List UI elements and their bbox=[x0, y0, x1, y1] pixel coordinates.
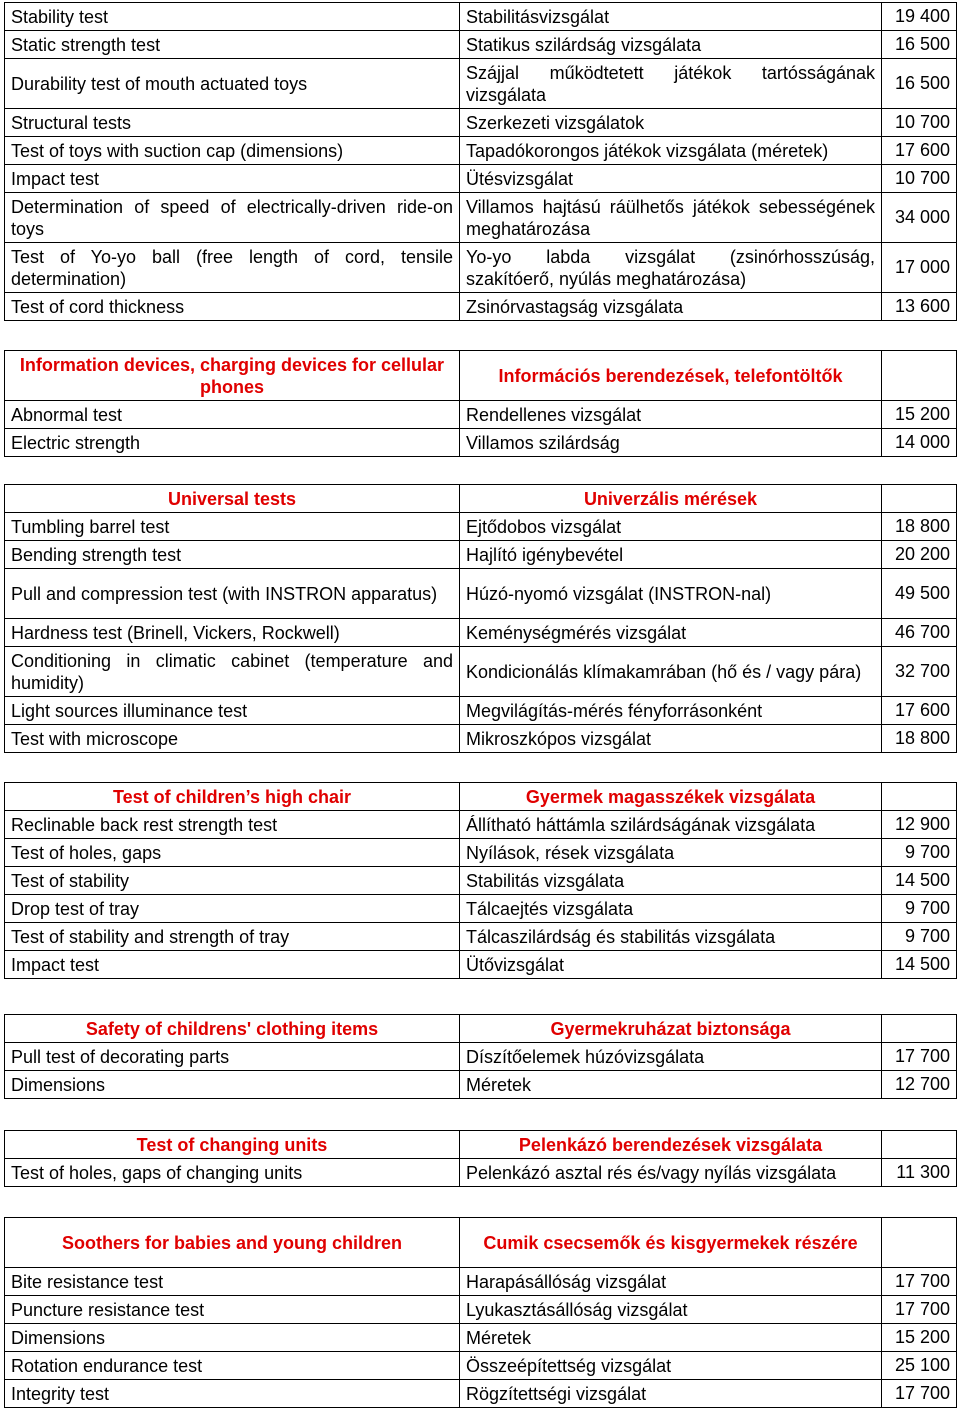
test-name-en: Durability test of mouth actuated toys bbox=[5, 59, 460, 109]
test-name-en: Test of toys with suction cap (dimensions) bbox=[5, 137, 460, 165]
test-name-en: Abnormal test bbox=[5, 401, 460, 429]
section-header-empty-cell bbox=[882, 1015, 957, 1043]
section-body bbox=[5, 485, 957, 753]
test-name-hu: Húzó-nyomó vizsgálat (INSTRON-nal) bbox=[460, 569, 882, 619]
test-name-hu: Nyílások, rések vizsgálata bbox=[460, 839, 882, 867]
table-row bbox=[5, 867, 957, 895]
test-name-hu: Tálcaszilárdság és stabilitás vizsgálata bbox=[460, 923, 882, 951]
section-header-row bbox=[5, 1015, 957, 1043]
test-name-hu: Állítható háttámla szilárdságának vizsgálata bbox=[460, 811, 882, 839]
test-name-hu: Megvilágítás-mérés fényforrásonként bbox=[460, 697, 882, 725]
test-name-en: Determination of speed of electrically-driven ride-on toys bbox=[5, 193, 460, 243]
test-name-hu: Rögzítettségi vizsgálat bbox=[460, 1380, 882, 1408]
test-price: 17 600 bbox=[882, 697, 957, 725]
section-header-hu: Cumik csecsemők és kisgyermekek részére bbox=[460, 1218, 882, 1268]
table-row bbox=[5, 3, 957, 31]
test-price: 15 200 bbox=[882, 401, 957, 429]
section-header-hu: Gyermekruházat biztonsága bbox=[460, 1015, 882, 1043]
test-name-hu: Ütővizsgálat bbox=[460, 951, 882, 979]
section-header-hu: Univerzális mérések bbox=[460, 485, 882, 513]
test-name-en: Drop test of tray bbox=[5, 895, 460, 923]
section-body bbox=[5, 3, 957, 321]
test-name-en: Light sources illuminance test bbox=[5, 697, 460, 725]
test-price: 9 700 bbox=[882, 923, 957, 951]
test-name-en: Stability test bbox=[5, 3, 460, 31]
table-row bbox=[5, 569, 957, 619]
test-name-en: Electric strength bbox=[5, 429, 460, 457]
test-name-hu: Yo-yo labda vizsgálat (zsinórhosszúság, szakítóerő, nyúlás meghatározása) bbox=[460, 243, 882, 293]
section-table-general bbox=[4, 2, 957, 321]
table-row bbox=[5, 1043, 957, 1071]
test-name-en: Test of cord thickness bbox=[5, 293, 460, 321]
section-body bbox=[5, 783, 957, 979]
table-row bbox=[5, 165, 957, 193]
test-name-hu: Villamos szilárdság bbox=[460, 429, 882, 457]
table-row bbox=[5, 647, 957, 697]
table-row bbox=[5, 951, 957, 979]
table-row bbox=[5, 429, 957, 457]
section-header-hu: Gyermek magasszékek vizsgálata bbox=[460, 783, 882, 811]
test-name-en: Test of holes, gaps of changing units bbox=[5, 1159, 460, 1187]
test-price: 11 300 bbox=[882, 1159, 957, 1187]
test-name-en: Test of Yo-yo ball (free length of cord, tensile determination) bbox=[5, 243, 460, 293]
test-name-en: Static strength test bbox=[5, 31, 460, 59]
test-price: 46 700 bbox=[882, 619, 957, 647]
section-header-empty-cell bbox=[882, 485, 957, 513]
test-name-en: Dimensions bbox=[5, 1324, 460, 1352]
test-name-hu: Hajlító igénybevétel bbox=[460, 541, 882, 569]
table-row bbox=[5, 243, 957, 293]
test-price: 12 900 bbox=[882, 811, 957, 839]
table-row bbox=[5, 697, 957, 725]
section-body bbox=[5, 1131, 957, 1187]
table-row bbox=[5, 1296, 957, 1324]
test-name-en: Structural tests bbox=[5, 109, 460, 137]
table-row bbox=[5, 895, 957, 923]
table-row bbox=[5, 1352, 957, 1380]
test-price: 14 000 bbox=[882, 429, 957, 457]
section-header-en: Information devices, charging devices for cellular phones bbox=[5, 351, 460, 401]
test-name-hu: Harapásállóság vizsgálat bbox=[460, 1268, 882, 1296]
table-row bbox=[5, 109, 957, 137]
section-header-en: Universal tests bbox=[5, 485, 460, 513]
test-name-en: Test of stability and strength of tray bbox=[5, 923, 460, 951]
section-header-en: Test of children’s high chair bbox=[5, 783, 460, 811]
test-name-hu: Stabilitás vizsgálata bbox=[460, 867, 882, 895]
test-name-en: Test of holes, gaps bbox=[5, 839, 460, 867]
test-price: 16 500 bbox=[882, 59, 957, 109]
table-row bbox=[5, 839, 957, 867]
section-header-en: Test of changing units bbox=[5, 1131, 460, 1159]
test-price: 17 600 bbox=[882, 137, 957, 165]
test-price: 10 700 bbox=[882, 165, 957, 193]
table-row bbox=[5, 193, 957, 243]
section-header-en: Safety of childrens' clothing items bbox=[5, 1015, 460, 1043]
test-name-en: Reclinable back rest strength test bbox=[5, 811, 460, 839]
test-name-en: Impact test bbox=[5, 165, 460, 193]
test-price: 13 600 bbox=[882, 293, 957, 321]
test-price: 9 700 bbox=[882, 895, 957, 923]
test-name-en: Pull and compression test (with INSTRON apparatus) bbox=[5, 569, 460, 619]
table-row bbox=[5, 1380, 957, 1408]
section-body bbox=[5, 351, 957, 457]
section-header-row bbox=[5, 485, 957, 513]
test-name-en: Conditioning in climatic cabinet (temperature and humidity) bbox=[5, 647, 460, 697]
table-row bbox=[5, 401, 957, 429]
test-price: 17 000 bbox=[882, 243, 957, 293]
table-row bbox=[5, 137, 957, 165]
section-header-hu: Információs berendezések, telefontöltők bbox=[460, 351, 882, 401]
test-name-hu: Stabilitásvizsgálat bbox=[460, 3, 882, 31]
table-row bbox=[5, 1268, 957, 1296]
test-name-hu: Tapadókorongos játékok vizsgálata (méretek) bbox=[460, 137, 882, 165]
table-row bbox=[5, 1159, 957, 1187]
test-name-en: Tumbling barrel test bbox=[5, 513, 460, 541]
table-row bbox=[5, 619, 957, 647]
test-name-hu: Pelenkázó asztal rés és/vagy nyílás vizsgálata bbox=[460, 1159, 882, 1187]
section-header-en: Soothers for babies and young children bbox=[5, 1218, 460, 1268]
test-name-en: Bending strength test bbox=[5, 541, 460, 569]
test-name-en: Rotation endurance test bbox=[5, 1352, 460, 1380]
test-name-hu: Zsinórvastagság vizsgálata bbox=[460, 293, 882, 321]
test-name-en: Puncture resistance test bbox=[5, 1296, 460, 1324]
test-price: 32 700 bbox=[882, 647, 957, 697]
test-name-en: Hardness test (Brinell, Vickers, Rockwell) bbox=[5, 619, 460, 647]
test-price: 20 200 bbox=[882, 541, 957, 569]
test-price: 17 700 bbox=[882, 1380, 957, 1408]
test-name-hu: Szerkezeti vizsgálatok bbox=[460, 109, 882, 137]
test-name-hu: Rendellenes vizsgálat bbox=[460, 401, 882, 429]
table-row bbox=[5, 513, 957, 541]
test-price: 15 200 bbox=[882, 1324, 957, 1352]
test-name-en: Bite resistance test bbox=[5, 1268, 460, 1296]
test-price: 17 700 bbox=[882, 1043, 957, 1071]
section-header-row bbox=[5, 1218, 957, 1268]
section-header-row bbox=[5, 351, 957, 401]
section-header-empty-cell bbox=[882, 1218, 957, 1268]
test-name-en: Test with microscope bbox=[5, 725, 460, 753]
test-name-hu: Mikroszkópos vizsgálat bbox=[460, 725, 882, 753]
test-name-hu: Méretek bbox=[460, 1324, 882, 1352]
section-header-empty-cell bbox=[882, 351, 957, 401]
test-name-hu: Díszítőelemek húzóvizsgálata bbox=[460, 1043, 882, 1071]
section-header-row bbox=[5, 783, 957, 811]
test-price: 14 500 bbox=[882, 951, 957, 979]
section-table-high-chair bbox=[4, 782, 957, 979]
test-price: 17 700 bbox=[882, 1268, 957, 1296]
test-price: 34 000 bbox=[882, 193, 957, 243]
table-row bbox=[5, 1324, 957, 1352]
test-name-hu: Szájjal működtetett játékok tartósságának vizsgálata bbox=[460, 59, 882, 109]
test-name-hu: Ejtődobos vizsgálat bbox=[460, 513, 882, 541]
test-name-hu: Keménységmérés vizsgálat bbox=[460, 619, 882, 647]
test-name-en: Test of stability bbox=[5, 867, 460, 895]
test-price: 18 800 bbox=[882, 513, 957, 541]
test-name-en: Impact test bbox=[5, 951, 460, 979]
test-name-hu: Lyukasztásállóság vizsgálat bbox=[460, 1296, 882, 1324]
test-price: 18 800 bbox=[882, 725, 957, 753]
test-price: 19 400 bbox=[882, 3, 957, 31]
test-price: 9 700 bbox=[882, 839, 957, 867]
test-price: 17 700 bbox=[882, 1296, 957, 1324]
section-header-row bbox=[5, 1131, 957, 1159]
table-row bbox=[5, 31, 957, 59]
section-header-empty-cell bbox=[882, 783, 957, 811]
section-header-hu: Pelenkázó berendezések vizsgálata bbox=[460, 1131, 882, 1159]
test-name-hu: Tálcaejtés vizsgálata bbox=[460, 895, 882, 923]
table-row bbox=[5, 293, 957, 321]
test-name-en: Dimensions bbox=[5, 1071, 460, 1099]
table-row bbox=[5, 1071, 957, 1099]
test-name-en: Integrity test bbox=[5, 1380, 460, 1408]
section-table-clothing-safety bbox=[4, 1014, 957, 1099]
test-price: 49 500 bbox=[882, 569, 957, 619]
table-row bbox=[5, 811, 957, 839]
test-name-hu: Villamos hajtású ráülhetős játékok sebességének meghatározása bbox=[460, 193, 882, 243]
test-name-hu: Összeépítettség vizsgálat bbox=[460, 1352, 882, 1380]
section-header-empty-cell bbox=[882, 1131, 957, 1159]
section-body bbox=[5, 1015, 957, 1099]
section-table-soothers bbox=[4, 1217, 957, 1408]
test-price: 10 700 bbox=[882, 109, 957, 137]
test-name-hu: Ütésvizsgálat bbox=[460, 165, 882, 193]
section-table-universal-tests bbox=[4, 484, 957, 753]
table-row bbox=[5, 541, 957, 569]
test-name-hu: Kondicionálás klímakamrában (hő és / vagy pára) bbox=[460, 647, 882, 697]
table-row bbox=[5, 59, 957, 109]
test-price: 25 100 bbox=[882, 1352, 957, 1380]
table-row bbox=[5, 725, 957, 753]
test-price: 12 700 bbox=[882, 1071, 957, 1099]
test-name-en: Pull test of decorating parts bbox=[5, 1043, 460, 1071]
section-body bbox=[5, 1218, 957, 1408]
table-row bbox=[5, 923, 957, 951]
test-name-hu: Méretek bbox=[460, 1071, 882, 1099]
test-price: 16 500 bbox=[882, 31, 957, 59]
section-table-changing-units bbox=[4, 1130, 957, 1187]
section-table-information-devices bbox=[4, 350, 957, 457]
test-name-hu: Statikus szilárdság vizsgálata bbox=[460, 31, 882, 59]
test-price: 14 500 bbox=[882, 867, 957, 895]
